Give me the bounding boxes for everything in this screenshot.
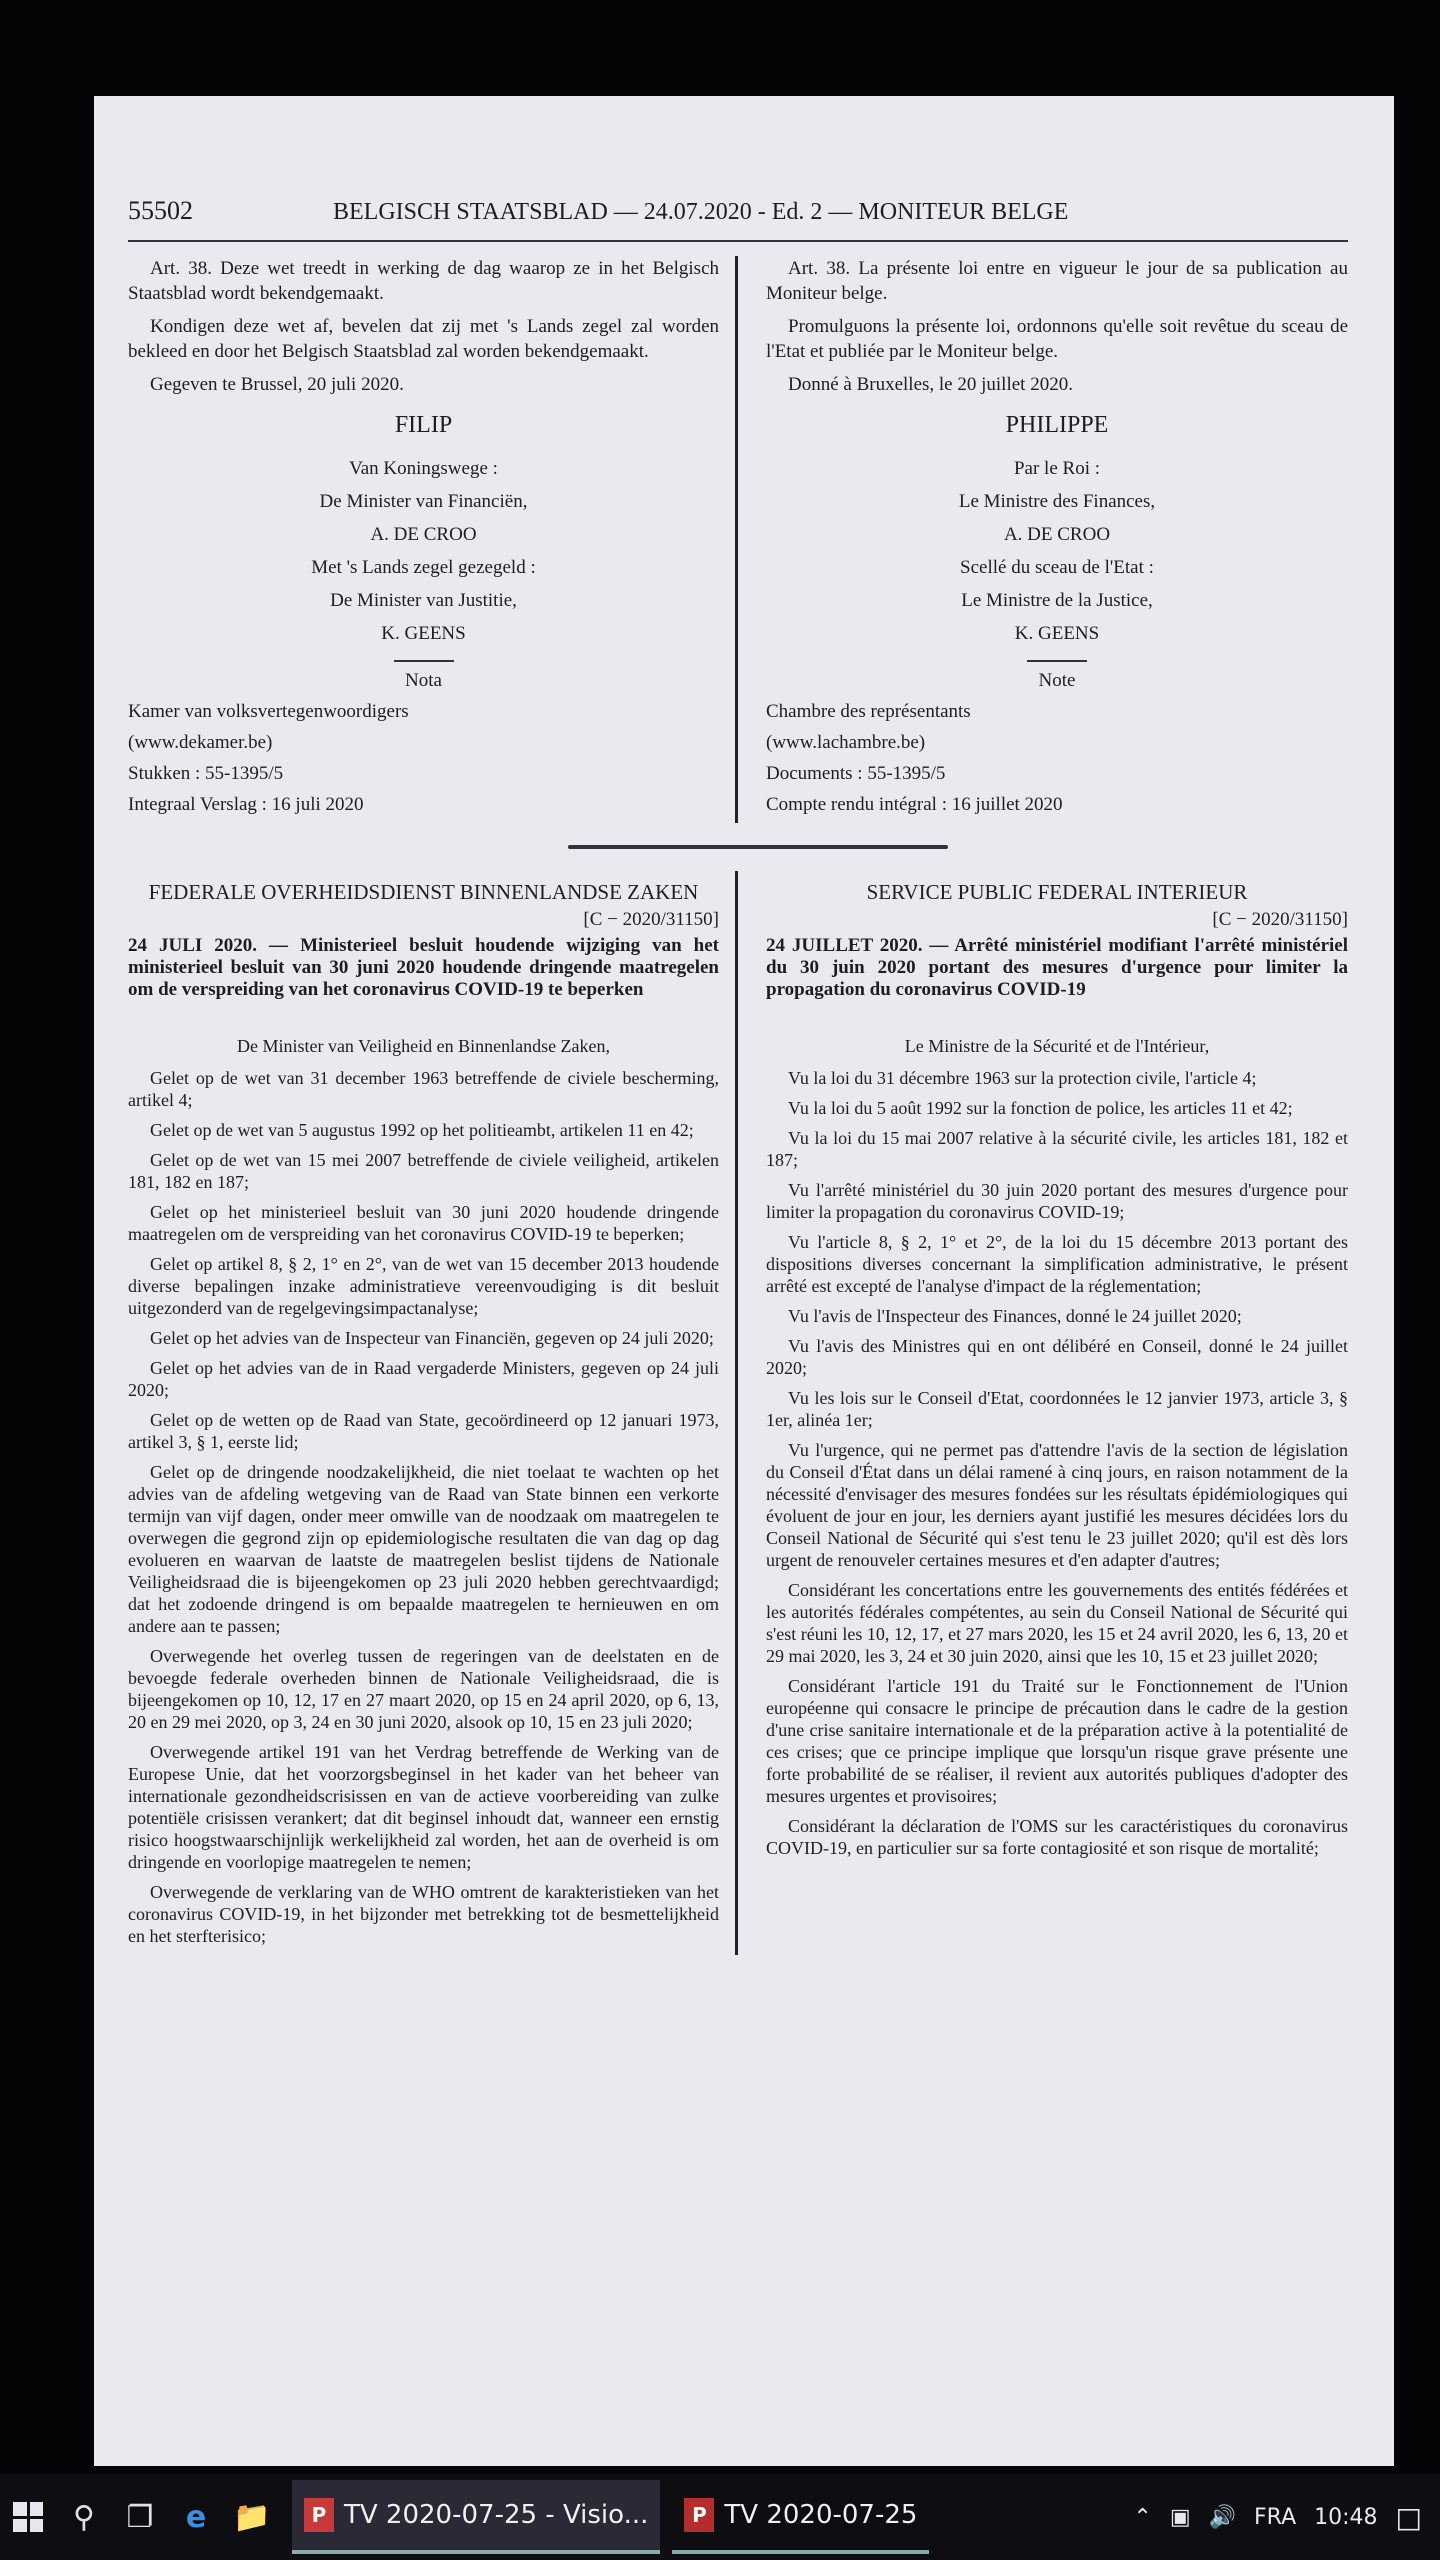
- paragraph: Vu l'arrêté ministériel du 30 juin 2020 portant des mesures d'urgence pour limiter la propagation du coronavirus COVID-19;: [766, 1180, 1348, 1222]
- note-line-1-fr: Chambre des représentants: [766, 701, 971, 722]
- paragraph: Considérant les concertations entre les gouvernements des entités fédérées et les autorités fédérales compétentes, au sein du Conseil National de Sécurité qui s'est réuni les 10, 12, 17, et 27 mars 2020, les 15 et 24 avril 2020, les 6, 13, 20 et 29 mai 2020, les 3, 24 et 30 juin 2020, ainsi que les 10, 15 et 23 juillet 2020;: [766, 1580, 1348, 1666]
- system-tray: [1133, 2501, 1440, 2534]
- paragraph: Vu la loi du 5 août 1992 sur la fonction de police, les articles 11 et 42;: [788, 1098, 1293, 1118]
- note-line-2-fr: (www.lachambre.be): [766, 732, 926, 753]
- name-justice-nl: K. GEENS: [381, 623, 466, 644]
- notification-icon[interactable]: □: [1395, 2500, 1422, 2534]
- service-name-nl: FEDERALE OVERHEIDSDIENST BINNENLANDSE ZAKEN: [148, 880, 699, 904]
- given-date-nl: Gegeven te Brussel, 20 juli 2020.: [150, 374, 404, 395]
- service-name-fr: SERVICE PUBLIC FEDERAL INTERIEUR: [866, 880, 1248, 904]
- decree-title-fr: 24 JUILLET 2020. — Arrêté ministériel modifiant l'arrêté ministériel du 30 juin 2020 portant des mesures d'urgence pour limiter la propagation du coronavirus COVID-19: [766, 935, 1348, 1000]
- note-line-3-fr: Documents : 55-1395/5: [766, 763, 946, 784]
- taskbar-item-document[interactable]: [672, 2480, 929, 2554]
- page-number: 55502: [128, 196, 193, 225]
- search-icon[interactable]: ⚲: [73, 2499, 95, 2535]
- task-view-icon[interactable]: ❐: [126, 2499, 154, 2535]
- note-line-2-nl: (www.dekamer.be): [128, 732, 273, 753]
- taskbar: [0, 2474, 1440, 2560]
- paragraph: Gelet op de wetten op de Raad van State, gecoördineerd op 12 januari 1973, artikel 3, § 1, eerste lid;: [128, 1410, 719, 1452]
- minister-justice-nl: De Minister van Justitie,: [330, 590, 517, 611]
- paragraph: Overwegende het overleg tussen de regeringen van de deelstaten en de bevoegde federale overheden binnen de Nationale Veiligheidsraad, die is bijeengekomen op 10, 12, 17 en 27 maart 2020, op 15 en 24 april 2020, op 6, 13, 20 en 29 mei 2020, op 3, 24 en 30 juni 2020, alsook op 10, 15 en 23 juli 2020;: [128, 1646, 719, 1732]
- note-line-4-fr: Compte rendu intégral : 16 juillet 2020: [766, 794, 1063, 815]
- paragraph: Vu l'article 8, § 2, 1° et 2°, de la loi du 15 décembre 2013 portant des dispositions diverses concernant la simplification administrative, le présent arrêté est excepté de l'analyse d'impact de la réglementation;: [766, 1232, 1348, 1296]
- paragraph: Gelet op de wet van 31 december 1963 betreffende de civiele bescherming, artikel 4;: [128, 1068, 719, 1110]
- pdf-app-icon: P: [304, 2498, 334, 2532]
- clock[interactable]: 10:48: [1314, 2504, 1378, 2530]
- paragraph: Vu l'avis de l'Inspecteur des Finances, donné le 24 juillet 2020;: [788, 1306, 1242, 1326]
- paragraph: Gelet op de wet van 5 augustus 1992 op het politieambt, artikelen 11 en 42;: [150, 1120, 694, 1140]
- reference-fr: [C − 2020/31150]: [1212, 909, 1348, 930]
- dutch-column-top: [128, 256, 738, 823]
- by-king-fr: Par le Roi :: [1013, 458, 1101, 479]
- paragraph: Gelet op het advies van de in Raad vergaderde Ministers, gegeven op 24 juli 2020;: [128, 1358, 719, 1400]
- paragraph: Vu l'urgence, qui ne permet pas d'attendre l'avis de la section de législation du Conseil d'État dans un délai ramené à cinq jours, en raison notamment de la nécessité d'envisager des mesures fondées sur les résultats épidémiologiques qui évoluent de jour en jour, les derniers ayant justifié les mesures décidées lors du Conseil National de Sécurité qui s'est tenu le 23 juillet 2020; qu'il est dès lors urgent de renouveler certaines mesures et d'en adapter d'autres;: [766, 1440, 1348, 1570]
- taskbar-item-label: TV 2020-07-25: [724, 2500, 918, 2530]
- signature-section: [128, 256, 1348, 823]
- header-title: BELGISCH STAATSBLAD — 24.07.2020 - Ed. 2 — MONITEUR BELGE: [333, 199, 1069, 225]
- name-finance-fr: A. DE CROO: [1003, 524, 1111, 545]
- taskbar-item-visio[interactable]: [292, 2480, 660, 2554]
- french-column-top: [738, 256, 1348, 823]
- paragraph: Overwegende de verklaring van de WHO omtrent de karakteristieken van het coronavirus COVID-19, in het bijzonder met betrekking tot de besmettelijkheid en het sterfterisico;: [128, 1882, 719, 1946]
- document-page: [94, 96, 1394, 2466]
- article-38-fr: Art. 38. La présente loi entre en vigueur le jour de sa publication au Moniteur belge.: [766, 258, 1348, 304]
- name-finance-nl: A. DE CROO: [370, 524, 477, 545]
- network-icon[interactable]: ▣: [1169, 2504, 1191, 2530]
- page-header: [128, 196, 1348, 242]
- paragraph: Gelet op het ministerieel besluit van 30 juni 2020 houdende dringende maatregelen om de verspreiding van het coronavirus COVID-19 te beperken;: [128, 1202, 719, 1244]
- name-justice-fr: K. GEENS: [1014, 623, 1100, 644]
- paragraph: Considérant la déclaration de l'OMS sur les caractéristiques du coronavirus COVID-19, en particulier sur sa forte contagiosité et son risque de mortalité;: [766, 1816, 1348, 1858]
- paragraph: Vu les lois sur le Conseil d'Etat, coordonnées le 12 janvier 1973, article 3, § 1er, alinéa 1er;: [766, 1388, 1348, 1430]
- file-explorer-icon[interactable]: 📁: [233, 2499, 271, 2535]
- note-heading-fr: Note: [1038, 670, 1076, 691]
- dutch-column-decree: [128, 871, 738, 1955]
- note-line-4-nl: Integraal Verslag : 16 juli 2020: [128, 794, 364, 815]
- king-name-nl: FILIP: [394, 412, 453, 438]
- chevron-up-icon[interactable]: ⌃: [1133, 2504, 1152, 2530]
- sealed-nl: Met 's Lands zegel gezegeld :: [311, 557, 536, 578]
- promulgation-nl: Kondigen deze wet af, bevelen dat zij met 's Lands zegel zal worden bekleed en door het Belgisch Staatsblad zal worden bekendgemaakt.: [128, 316, 719, 362]
- promulgation-fr: Promulguons la présente loi, ordonnons qu'elle soit revêtue du sceau de l'Etat et publiée par le Moniteur belge.: [766, 316, 1348, 362]
- paragraph: Vu la loi du 31 décembre 1963 sur la protection civile, l'article 4;: [788, 1068, 1257, 1088]
- king-name-fr: PHILIPPE: [1005, 412, 1109, 438]
- paragraph: Gelet op de wet van 15 mei 2007 betreffende de civiele veiligheid, artikelen 181, 182 en 187;: [128, 1150, 719, 1192]
- language-indicator[interactable]: FRA: [1254, 2504, 1297, 2530]
- decree-section: [128, 871, 1348, 1955]
- decree-title-nl: 24 JULI 2020. — Ministerieel besluit houdende wijziging van het ministerieel besluit van 30 juni 2020 houdende dringende maatregelen om de verspreiding van het coronavirus COVID-19 te beperken: [128, 935, 719, 1000]
- paragraph: Gelet op de dringende noodzakelijkheid, die niet toelaat te wachten op het advies van de afdeling wetgeving van de Raad van State binnen een verkorte termijn van vijf dagen, onder meer omwille van de noodzaak om maatregelen te overwegen die gegrond zijn op epidemiologische resultaten die van dag op dag evolueren en waarvan de laatste de maatregelen beslist tijdens de Nationale Veiligheidsraad die is bijeengekomen op 23 juli 2020 hebben gerechtvaardigd; dat het zodoende dringend is om bepaalde maatregelen te hernieuwen en om andere aan te passen;: [128, 1462, 719, 1636]
- paragraph: Gelet op het advies van de Inspecteur van Financiën, gegeven op 24 juli 2020;: [150, 1328, 714, 1348]
- start-icon[interactable]: [0, 2474, 56, 2560]
- paragraph: Vu la loi du 15 mai 2007 relative à la sécurité civile, les articles 181, 182 et 187;: [766, 1128, 1348, 1170]
- given-date-fr: Donné à Bruxelles, le 20 juillet 2020.: [788, 374, 1073, 395]
- by-king-nl: Van Koningswege :: [349, 458, 498, 479]
- french-column-decree: [738, 871, 1348, 1955]
- note-line-1-nl: Kamer van volksvertegenwoordigers: [128, 701, 409, 722]
- paragraph: Considérant l'article 191 du Traité sur le Fonctionnement de l'Union européenne qui consacre le principe de précaution dans le cadre de la gestion d'une crise sanitaire internationale et de la préparation active à la potentialité de ces crises; que ce principe implique que lorsqu'un risque grave présente une forte probabilité de se réaliser, il revient aux autorités publiques d'adopter des mesures urgentes et provisoires;: [766, 1676, 1348, 1806]
- minister-finance-fr: Le Ministre des Finances,: [958, 491, 1156, 512]
- minister-line-fr: Le Ministre de la Sécurité et de l'Intérieur,: [904, 1036, 1210, 1056]
- note-heading-nl: Nota: [405, 670, 442, 691]
- minister-justice-fr: Le Ministre de la Justice,: [961, 590, 1153, 611]
- section-separator: [128, 823, 1348, 871]
- reference-nl: [C − 2020/31150]: [583, 909, 719, 930]
- sealed-fr: Scellé du sceau de l'Etat :: [960, 557, 1154, 578]
- edge-icon[interactable]: e: [185, 2499, 207, 2535]
- minister-line-nl: De Minister van Veiligheid en Binnenlandse Zaken,: [236, 1036, 611, 1056]
- article-38-nl: Art. 38. Deze wet treedt in werking de dag waarop ze in het Belgisch Staatsblad wordt bekendgemaakt.: [128, 258, 719, 304]
- divider: [1027, 660, 1087, 662]
- minister-finance-nl: De Minister van Financiën,: [319, 491, 528, 512]
- taskbar-item-label: TV 2020-07-25 - Visio...: [344, 2500, 649, 2530]
- paragraph: Vu l'avis des Ministres qui en ont délibéré en Conseil, donné le 24 juillet 2020;: [766, 1336, 1348, 1378]
- paragraph: Gelet op artikel 8, § 2, 1° en 2°, van de wet van 15 december 2013 houdende diverse bepalingen inzake administratieve vereenvoudiging is dit besluit uitgezonderd van de regelgevingsimpactanalyse;: [128, 1254, 719, 1318]
- divider: [394, 660, 454, 662]
- note-line-3-nl: Stukken : 55-1395/5: [128, 763, 284, 784]
- document-app-icon: P: [684, 2498, 714, 2532]
- volume-icon[interactable]: 🔊: [1208, 2504, 1237, 2530]
- paragraph: Overwegende artikel 191 van het Verdrag betreffende de Werking van de Europese Unie, dat het voorzorgsbeginsel in het kader van het beheer van internationale gezondheidscrisissen en van de actieve voorbereiding van zulke potentiële crisissen verankert; dat dit beginsel inhoudt dat, wanneer een ernstig risico hoogstwaarschijnlijk werkelijkheid zal worden, het aan de overheid is om dringende en voorlopige maatregelen te nemen;: [128, 1742, 719, 1872]
